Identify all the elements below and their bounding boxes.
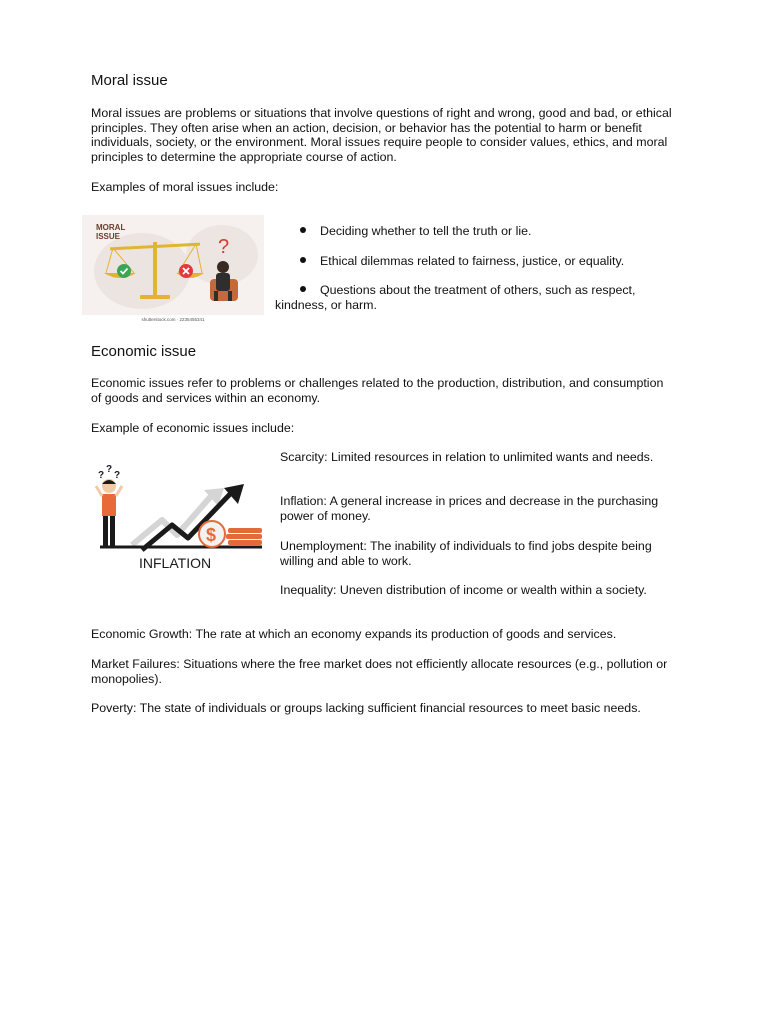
question-mark-icon: ? [218, 236, 230, 258]
poverty-text: Poverty: The state of individuals or groups lacking sufficient financial resources to meet basic needs. [91, 701, 641, 715]
bullet-dot [300, 227, 306, 233]
bullet-dot [300, 257, 306, 263]
moral-image-credit: shutterstock.com · 2235455341 [141, 317, 205, 322]
confused-person-icon [96, 464, 122, 546]
moral-bullet-2 [300, 254, 624, 269]
moral-bullet-text: Deciding whether to tell the truth or lie. [320, 224, 532, 238]
moral-bullet-text: Questions about the treatment of others, such as respect, kindness, or harm. [275, 283, 636, 312]
moral-bullet-1 [300, 224, 531, 239]
moral-issue-image [82, 215, 264, 315]
inflation-illustration [92, 450, 268, 590]
economic-examples-label: Example of economic issues include: [91, 421, 295, 435]
economic-heading: Economic issue [91, 343, 197, 360]
economic-item-unemployment: Unemployment: The inability of individuals to find jobs despite being willing and able to work. [280, 539, 652, 568]
moral-image-title-2: ISSUE [96, 232, 121, 241]
economic-item-inequality: Inequality: Uneven distribution of income or wealth within a society. [280, 583, 647, 597]
svg-text:?: ? [98, 470, 105, 481]
scales-illustration [82, 215, 264, 315]
moral-image-title-1: MORAL [96, 223, 126, 232]
economic-intro: Economic issues refer to problems or challenges related to the production, distribution, and consumption of goods and services within an economy. [91, 376, 664, 405]
economic-item-scarcity: Scarcity: Limited resources in relation to unlimited wants and needs. [280, 450, 654, 464]
coin-stack-icon [199, 521, 262, 547]
moral-bullet-text: Ethical dilemmas related to fairness, justice, or equality. [320, 254, 625, 268]
svg-text:?: ? [114, 470, 121, 481]
svg-text:$: $ [206, 525, 217, 545]
bullet-dot [300, 286, 306, 292]
check-icon [117, 264, 131, 278]
moral-intro: Moral issues are problems or situations that involve questions of right and wrong, good and bad, or ethical principles. They often arise when an action, decision, or behavior has the potential to harm or benefit individuals, society, or the environment. Moral issues require people to consider values, ethics, and moral principles to determine the appropriate course of action. [91, 106, 672, 164]
economic-growth-text: Economic Growth: The rate at which an economy expands its production of goods and services. [91, 627, 617, 641]
inflation-image-label: INFLATION [139, 555, 212, 571]
moral-heading: Moral issue [91, 72, 168, 89]
moral-examples-label: Examples of moral issues include: [91, 180, 279, 194]
svg-text:?: ? [106, 464, 113, 475]
economic-item-inflation: Inflation: A general increase in prices and decrease in the purchasing power of money. [280, 494, 659, 523]
market-failures-text: Market Failures: Situations where the free market does not efficiently allocate resources (e.g., pollution or monopolies). [91, 657, 668, 686]
moral-bullet-3 [275, 283, 685, 312]
inflation-image [92, 450, 268, 590]
